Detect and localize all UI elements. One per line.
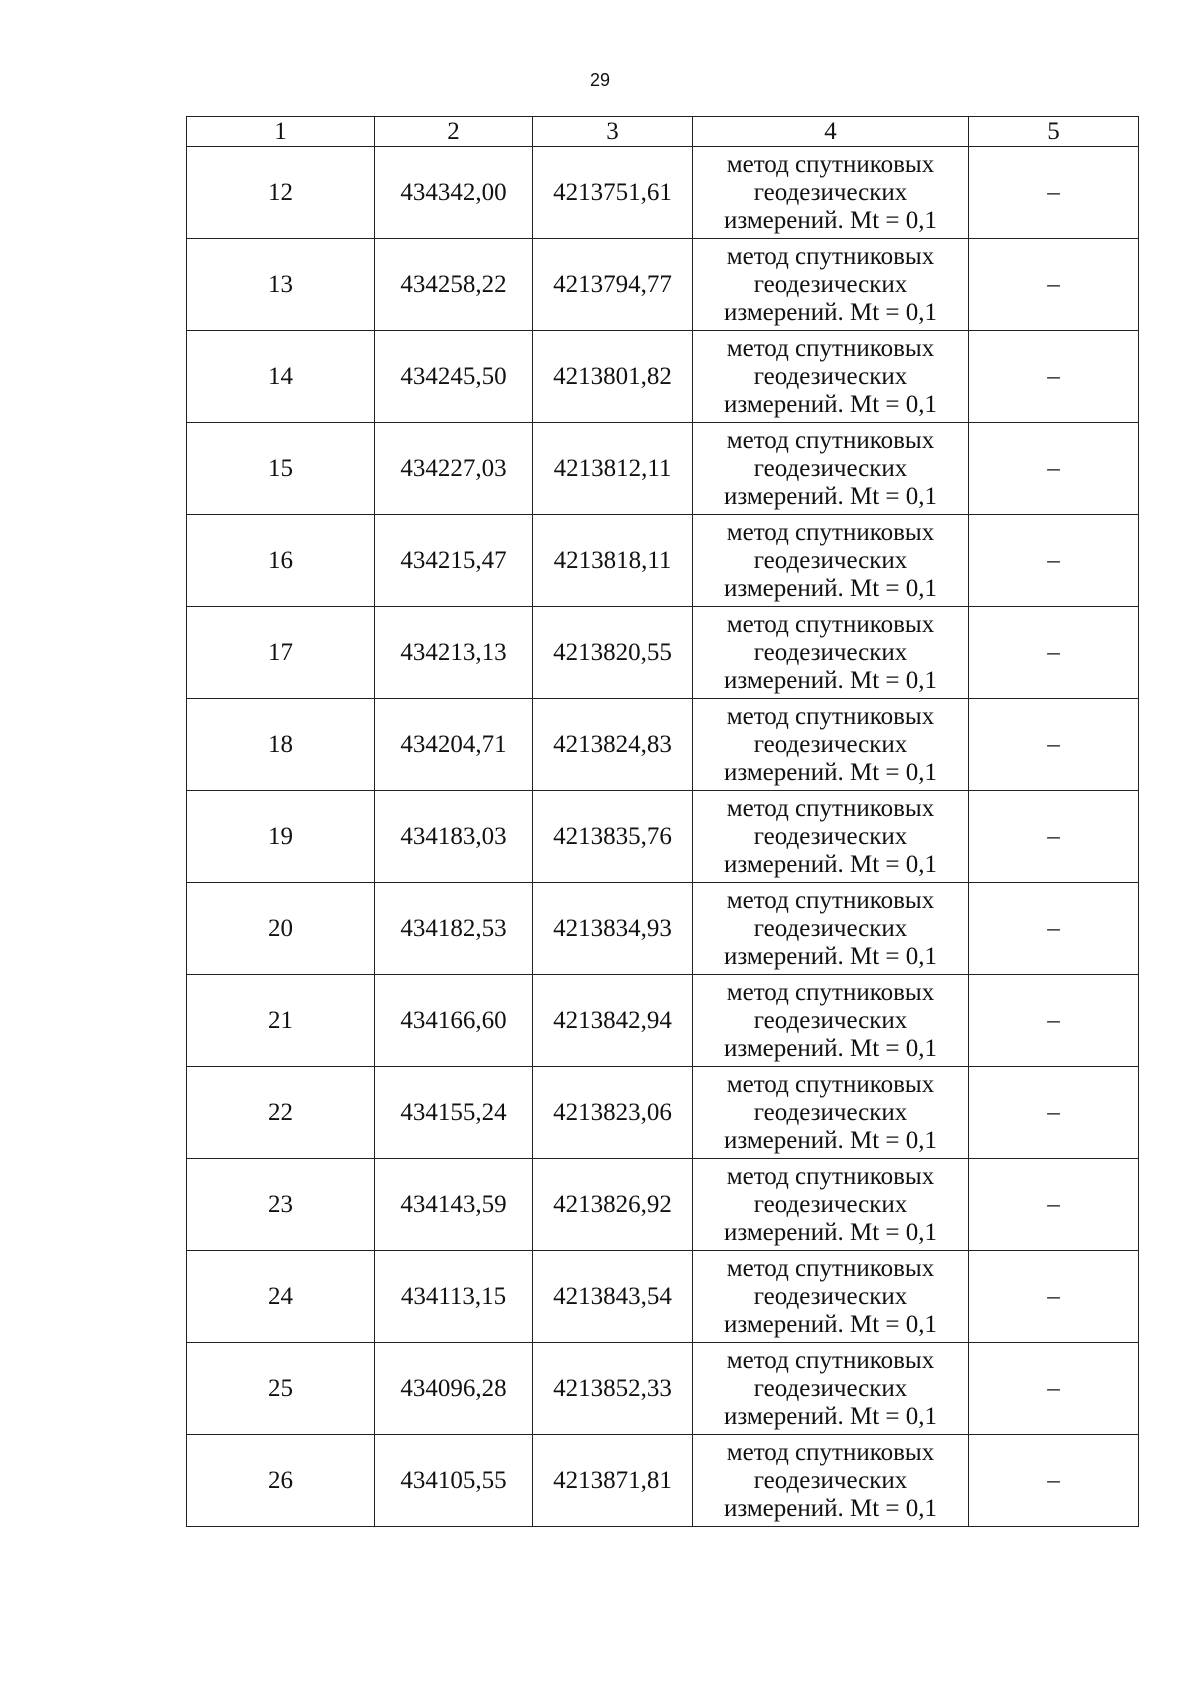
y-coordinate-cell: 4213852,33 xyxy=(533,1343,693,1435)
method-line: геодезических xyxy=(753,914,908,942)
note-cell: – xyxy=(969,607,1139,699)
method-line: геодезических xyxy=(753,1190,908,1218)
x-coordinate-cell: 434183,03 xyxy=(375,791,533,883)
x-coordinate-cell: 434215,47 xyxy=(375,515,533,607)
method-cell xyxy=(693,423,969,515)
method-cell xyxy=(693,1435,969,1527)
method-line: измерений. Mt = 0,1 xyxy=(723,1034,938,1062)
y-coordinate-cell: 4213843,54 xyxy=(533,1251,693,1343)
method-cell xyxy=(693,239,969,331)
method-line: геодезических xyxy=(753,730,908,758)
table-row xyxy=(187,1251,1139,1343)
method-line: измерений. Mt = 0,1 xyxy=(723,298,938,326)
point-number-cell: 22 xyxy=(187,1067,375,1159)
y-coordinate-cell: 4213751,61 xyxy=(533,147,693,239)
method-line: измерений. Mt = 0,1 xyxy=(723,206,938,234)
note-cell: – xyxy=(969,423,1139,515)
x-coordinate-cell: 434342,00 xyxy=(375,147,533,239)
method-cell xyxy=(693,1159,969,1251)
y-coordinate-cell: 4213794,77 xyxy=(533,239,693,331)
method-line: метод спутниковых xyxy=(726,702,935,730)
y-coordinate-cell: 4213801,82 xyxy=(533,331,693,423)
header-col-5: 5 xyxy=(969,117,1139,147)
method-cell xyxy=(693,975,969,1067)
method-line: метод спутниковых xyxy=(726,1070,935,1098)
table-row xyxy=(187,1159,1139,1251)
note-cell: – xyxy=(969,1067,1139,1159)
coordinates-table xyxy=(186,116,1139,1527)
table-row xyxy=(187,975,1139,1067)
method-cell xyxy=(693,147,969,239)
table-row xyxy=(187,515,1139,607)
point-number-cell: 16 xyxy=(187,515,375,607)
x-coordinate-cell: 434213,13 xyxy=(375,607,533,699)
point-number-cell: 13 xyxy=(187,239,375,331)
note-cell: – xyxy=(969,147,1139,239)
method-line: геодезических xyxy=(753,1006,908,1034)
method-line: измерений. Mt = 0,1 xyxy=(723,1126,938,1154)
note-cell: – xyxy=(969,699,1139,791)
point-number-cell: 15 xyxy=(187,423,375,515)
point-number-cell: 26 xyxy=(187,1435,375,1527)
table-row xyxy=(187,423,1139,515)
note-cell: – xyxy=(969,515,1139,607)
header-row xyxy=(187,117,1139,147)
method-line: геодезических xyxy=(753,270,908,298)
point-number-cell: 12 xyxy=(187,147,375,239)
note-cell: – xyxy=(969,975,1139,1067)
method-line: измерений. Mt = 0,1 xyxy=(723,758,938,786)
header-col-1: 1 xyxy=(187,117,375,147)
method-line: геодезических xyxy=(753,638,908,666)
x-coordinate-cell: 434113,15 xyxy=(375,1251,533,1343)
table-row xyxy=(187,147,1139,239)
point-number-cell: 19 xyxy=(187,791,375,883)
y-coordinate-cell: 4213842,94 xyxy=(533,975,693,1067)
header-col-3: 3 xyxy=(533,117,693,147)
method-line: геодезических xyxy=(753,822,908,850)
x-coordinate-cell: 434204,71 xyxy=(375,699,533,791)
note-cell: – xyxy=(969,883,1139,975)
y-coordinate-cell: 4213834,93 xyxy=(533,883,693,975)
note-cell: – xyxy=(969,1435,1139,1527)
y-coordinate-cell: 4213824,83 xyxy=(533,699,693,791)
point-number-cell: 14 xyxy=(187,331,375,423)
method-line: геодезических xyxy=(753,1466,908,1494)
x-coordinate-cell: 434227,03 xyxy=(375,423,533,515)
note-cell: – xyxy=(969,1251,1139,1343)
method-line: измерений. Mt = 0,1 xyxy=(723,942,938,970)
note-cell: – xyxy=(969,331,1139,423)
point-number-cell: 25 xyxy=(187,1343,375,1435)
table-row xyxy=(187,239,1139,331)
table-row xyxy=(187,699,1139,791)
point-number-cell: 17 xyxy=(187,607,375,699)
point-number-cell: 21 xyxy=(187,975,375,1067)
method-line: метод спутниковых xyxy=(726,886,935,914)
x-coordinate-cell: 434245,50 xyxy=(375,331,533,423)
table-row xyxy=(187,331,1139,423)
x-coordinate-cell: 434105,55 xyxy=(375,1435,533,1527)
x-coordinate-cell: 434143,59 xyxy=(375,1159,533,1251)
method-line: геодезических xyxy=(753,362,908,390)
x-coordinate-cell: 434096,28 xyxy=(375,1343,533,1435)
method-line: измерений. Mt = 0,1 xyxy=(723,574,938,602)
header-col-2: 2 xyxy=(375,117,533,147)
method-line: метод спутниковых xyxy=(726,794,935,822)
x-coordinate-cell: 434182,53 xyxy=(375,883,533,975)
method-line: метод спутниковых xyxy=(726,610,935,638)
y-coordinate-cell: 4213818,11 xyxy=(533,515,693,607)
table-row xyxy=(187,607,1139,699)
point-number-cell: 20 xyxy=(187,883,375,975)
table-row xyxy=(187,791,1139,883)
method-line: геодезических xyxy=(753,178,908,206)
table-row xyxy=(187,1067,1139,1159)
method-cell xyxy=(693,1251,969,1343)
table-row xyxy=(187,1343,1139,1435)
method-line: метод спутниковых xyxy=(726,334,935,362)
note-cell: – xyxy=(969,791,1139,883)
table-row xyxy=(187,1435,1139,1527)
method-line: геодезических xyxy=(753,1098,908,1126)
method-cell xyxy=(693,791,969,883)
y-coordinate-cell: 4213826,92 xyxy=(533,1159,693,1251)
y-coordinate-cell: 4213820,55 xyxy=(533,607,693,699)
y-coordinate-cell: 4213823,06 xyxy=(533,1067,693,1159)
point-number-cell: 18 xyxy=(187,699,375,791)
note-cell: – xyxy=(969,1159,1139,1251)
header-col-4: 4 xyxy=(693,117,969,147)
method-line: измерений. Mt = 0,1 xyxy=(723,850,938,878)
method-line: измерений. Mt = 0,1 xyxy=(723,1494,938,1522)
point-number-cell: 24 xyxy=(187,1251,375,1343)
method-line: геодезических xyxy=(753,1282,908,1310)
table-row xyxy=(187,883,1139,975)
x-coordinate-cell: 434258,22 xyxy=(375,239,533,331)
method-line: измерений. Mt = 0,1 xyxy=(723,482,938,510)
method-line: метод спутниковых xyxy=(726,978,935,1006)
method-line: метод спутниковых xyxy=(726,150,935,178)
method-line: геодезических xyxy=(753,454,908,482)
method-line: измерений. Mt = 0,1 xyxy=(723,666,938,694)
method-cell xyxy=(693,607,969,699)
method-line: метод спутниковых xyxy=(726,1254,935,1282)
y-coordinate-cell: 4213871,81 xyxy=(533,1435,693,1527)
method-cell xyxy=(693,331,969,423)
table-header xyxy=(187,117,1139,147)
page-number: 29 xyxy=(589,70,611,90)
point-number-cell: 23 xyxy=(187,1159,375,1251)
method-line: измерений. Mt = 0,1 xyxy=(723,390,938,418)
method-cell xyxy=(693,883,969,975)
note-cell: – xyxy=(969,239,1139,331)
method-cell xyxy=(693,1343,969,1435)
method-cell xyxy=(693,515,969,607)
method-cell xyxy=(693,699,969,791)
y-coordinate-cell: 4213835,76 xyxy=(533,791,693,883)
method-line: геодезических xyxy=(753,1374,908,1402)
x-coordinate-cell: 434155,24 xyxy=(375,1067,533,1159)
x-coordinate-cell: 434166,60 xyxy=(375,975,533,1067)
method-line: метод спутниковых xyxy=(726,1438,935,1466)
method-line: измерений. Mt = 0,1 xyxy=(723,1402,938,1430)
method-line: метод спутниковых xyxy=(726,1346,935,1374)
method-line: метод спутниковых xyxy=(726,518,935,546)
method-line: метод спутниковых xyxy=(726,242,935,270)
method-line: измерений. Mt = 0,1 xyxy=(723,1310,938,1338)
method-line: геодезических xyxy=(753,546,908,574)
method-line: измерений. Mt = 0,1 xyxy=(723,1218,938,1246)
method-line: метод спутниковых xyxy=(726,1162,935,1190)
note-cell: – xyxy=(969,1343,1139,1435)
method-line: метод спутниковых xyxy=(726,426,935,454)
method-cell xyxy=(693,1067,969,1159)
y-coordinate-cell: 4213812,11 xyxy=(533,423,693,515)
table-body xyxy=(187,147,1139,1527)
